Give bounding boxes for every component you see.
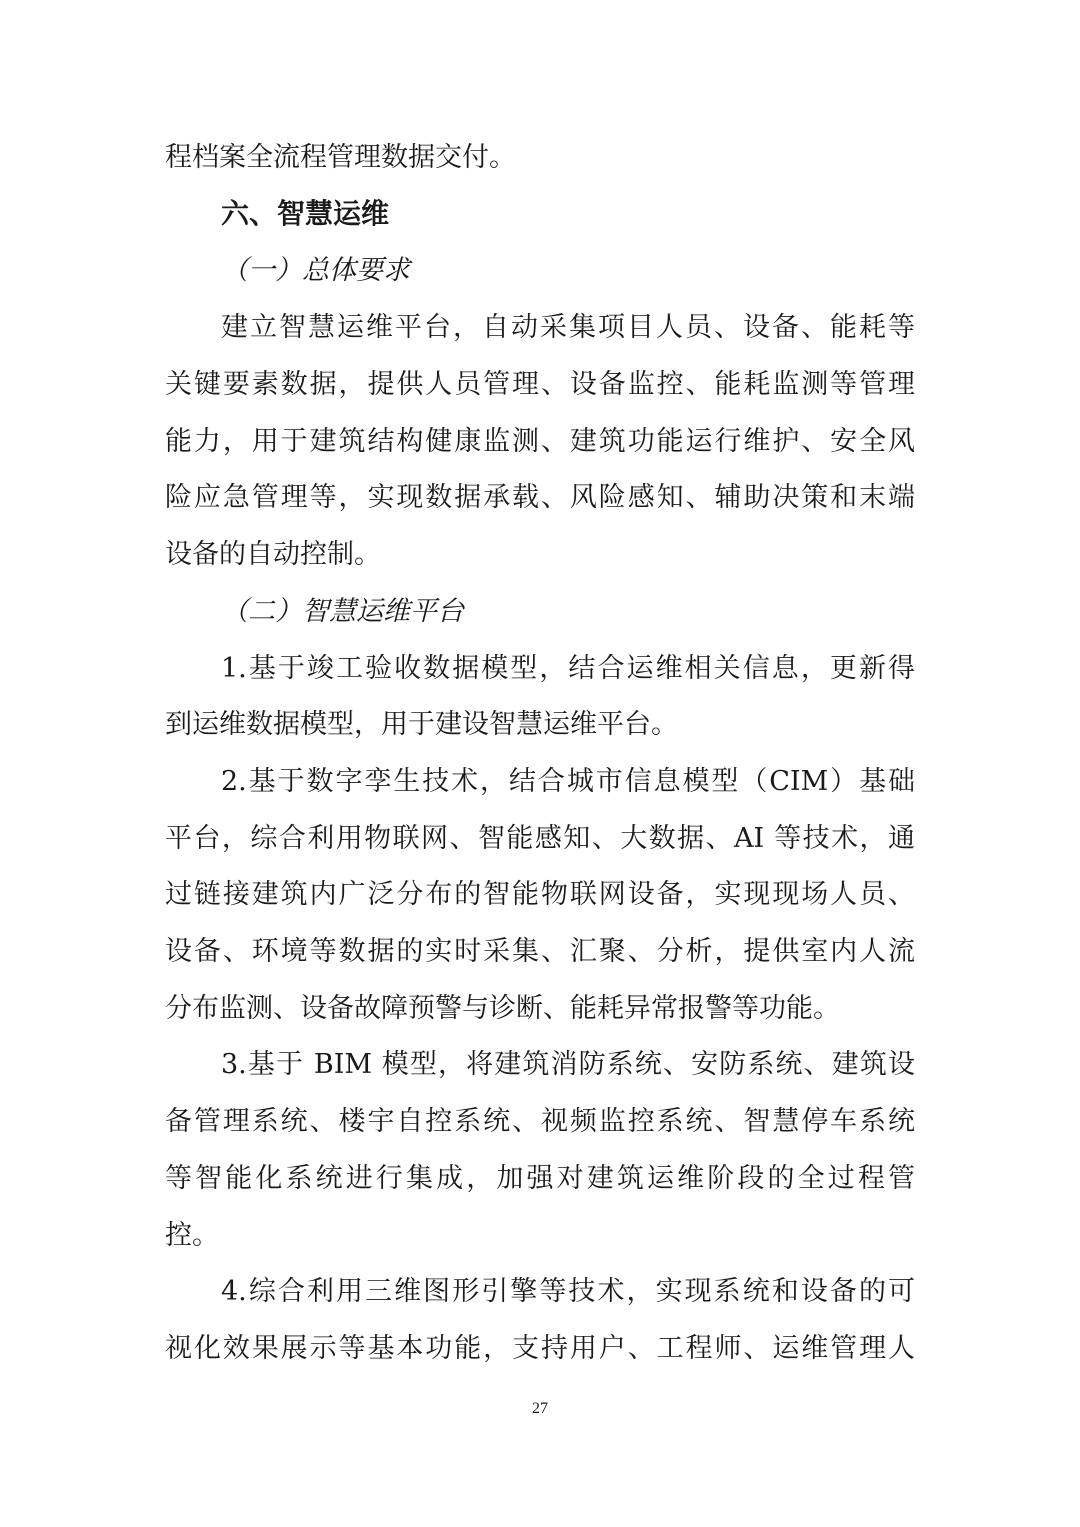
paragraph-line: 能力，用于建筑结构健康监测、建筑功能运行维护、安全风 bbox=[165, 426, 915, 457]
paragraph-line: 分布监测、设备故障预警与诊断、能耗异常报警等功能。 bbox=[165, 993, 840, 1024]
page-number: 27 bbox=[532, 1400, 548, 1417]
paragraph-line: 备管理系统、楼宇自控系统、视频监控系统、智慧停车系统 bbox=[165, 1106, 915, 1137]
subsection-heading: （一）总体要求 bbox=[221, 255, 410, 286]
paragraph-line: 1.基于竣工验收数据模型，结合运维相关信息，更新得 bbox=[221, 653, 915, 684]
paragraph-line: 视化效果展示等基本功能，支持用户、工程师、运维管理人 bbox=[165, 1333, 915, 1364]
paragraph-line: 设备的自动控制。 bbox=[165, 539, 381, 570]
paragraph-line: 等智能化系统进行集成，加强对建筑运维阶段的全过程管 bbox=[165, 1163, 915, 1194]
paragraph-line: 3.基于 BIM 模型，将建筑消防系统、安防系统、建筑设 bbox=[221, 1049, 915, 1080]
paragraph-line: 过链接建筑内广泛分布的智能物联网设备，实现现场人员、 bbox=[165, 879, 915, 910]
paragraph-line: 4.综合利用三维图形引擎等技术，实现系统和设备的可 bbox=[221, 1276, 915, 1307]
paragraph-line: 到运维数据模型，用于建设智慧运维平台。 bbox=[165, 709, 678, 740]
paragraph-line: 程档案全流程管理数据交付。 bbox=[165, 142, 516, 173]
paragraph-line: 建立智慧运维平台，自动采集项目人员、设备、能耗等 bbox=[221, 312, 915, 343]
section-heading: 六、智慧运维 bbox=[221, 197, 390, 230]
paragraph-line: 控。 bbox=[165, 1220, 219, 1251]
paragraph-line: 平台，综合利用物联网、智能感知、大数据、AI 等技术，通 bbox=[165, 823, 915, 854]
paragraph-line: 2.基于数字孪生技术，结合城市信息模型（CIM）基础 bbox=[221, 766, 915, 797]
subsection-heading: （二）智慧运维平台 bbox=[221, 596, 464, 627]
paragraph-line: 设备、环境等数据的实时采集、汇聚、分析，提供室内人流 bbox=[165, 936, 915, 967]
paragraph-line: 险应急管理等，实现数据承载、风险感知、辅助决策和末端 bbox=[165, 482, 915, 513]
paragraph-line: 关键要素数据，提供人员管理、设备监控、能耗监测等管理 bbox=[165, 369, 915, 400]
